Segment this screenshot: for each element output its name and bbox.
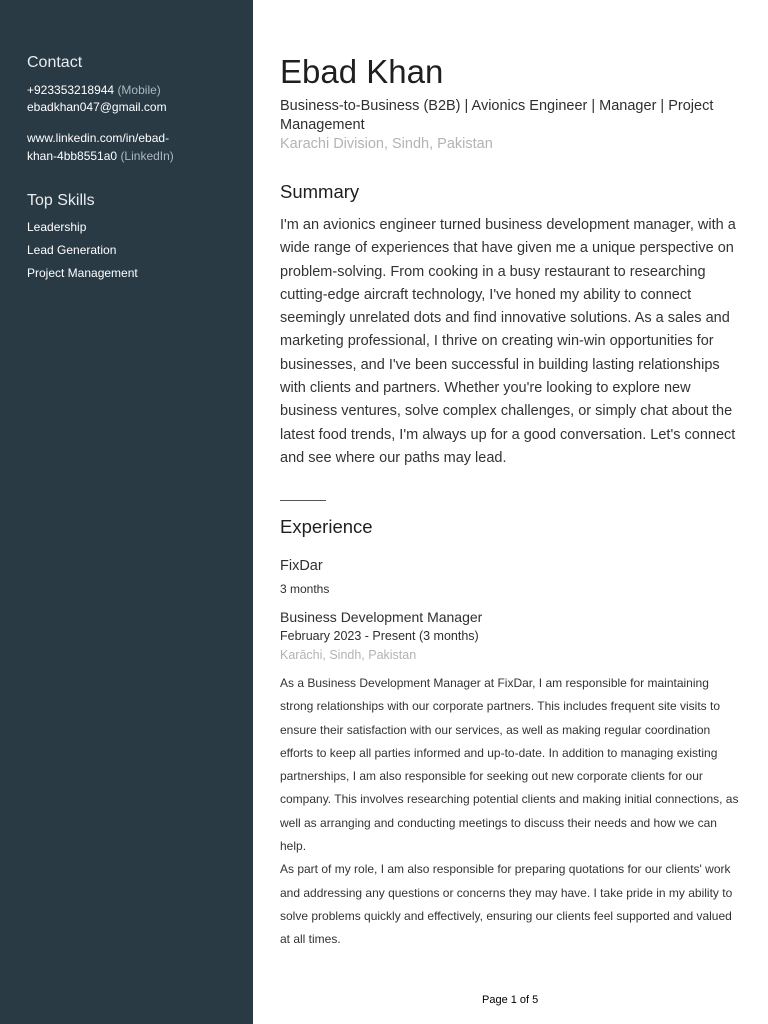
skill-item: Leadership [27, 220, 87, 234]
linkedin-link-line-2[interactable]: khan-4bb8551a0 [27, 149, 118, 163]
summary-text: I'm an avionics engineer turned business development manager, with a wide range of experiences that have given me a unique perspective on problem-solving. From cooking in a busy restaurant to researching cutting-edge aircraft technology, I've honed my ability to connect seemingly unrelated dots and find innovative solutions. As a sales and marketing professional, I thrive on creating win-win opportunities for businesses, and I've been successful in building lasting relationships with clients and partners. Whether you're looking to explore new business ventures, solve complex challenges, or simply chat about the latest food trends, I'm always up for a good conversation. Let's connect and see where our paths may lead. [280, 217, 736, 466]
skills-heading: Top Skills [27, 192, 95, 209]
job-title: Business Development Manager [280, 609, 483, 625]
job-description-paragraph: As part of my role, I am also responsible for preparing quotations for our clients' work and addressing any questions or concerns they may have. I take pride in my ability to solve problems quickly and effectively, ensuring our clients feel supported and valued at all times. [280, 862, 733, 947]
linkedin-line-2 [27, 149, 174, 163]
linkedin-link-line-1[interactable]: www.linkedin.com/in/ebad- [27, 131, 170, 145]
summary-heading: Summary [280, 181, 360, 202]
linkedin-type: (LinkedIn) [120, 149, 174, 163]
job-location: Karāchi, Sindh, Pakistan [280, 648, 417, 662]
experience-heading: Experience [280, 516, 373, 537]
sidebar [0, 0, 253, 1024]
job-description-paragraph: As a Business Development Manager at FixDar, I am responsible for maintaining strong relationships with our corporate partners. This includes frequent site visits to ensure their satisfaction with our services, as well as making regular coordination efforts to keep all parties informed and up-to-date. In addition to managing existing partnerships, I am also responsible for seeking out new corporate clients for our company. This involves researching potential clients and making initial connections, as well as arranging and conducting meetings to discuss their needs and how we can help. [280, 676, 739, 854]
page-number: Page 1 of 5 [482, 994, 539, 1006]
section-divider [280, 500, 326, 501]
company-name: FixDar [280, 558, 323, 574]
profile-name: Ebad Khan [280, 53, 444, 90]
job-description [280, 672, 742, 952]
profile-location: Karachi Division, Sindh, Pakistan [280, 136, 493, 152]
company-duration: 3 months [280, 582, 330, 596]
phone-number[interactable]: +923353218944 [27, 83, 115, 97]
skill-item: Lead Generation [27, 243, 117, 257]
email-link[interactable]: ebadkhan047@gmail.com [27, 100, 167, 114]
contact-heading: Contact [27, 54, 83, 71]
profile-headline: Business-to-Business (B2B) | Avionics Engineer | Manager | Project Management [280, 98, 714, 133]
skill-item: Project Management [27, 266, 138, 280]
phone-line [27, 83, 161, 97]
main-content [253, 0, 768, 1024]
phone-type: (Mobile) [117, 83, 161, 97]
job-dates: February 2023 - Present (3 months) [280, 629, 479, 643]
